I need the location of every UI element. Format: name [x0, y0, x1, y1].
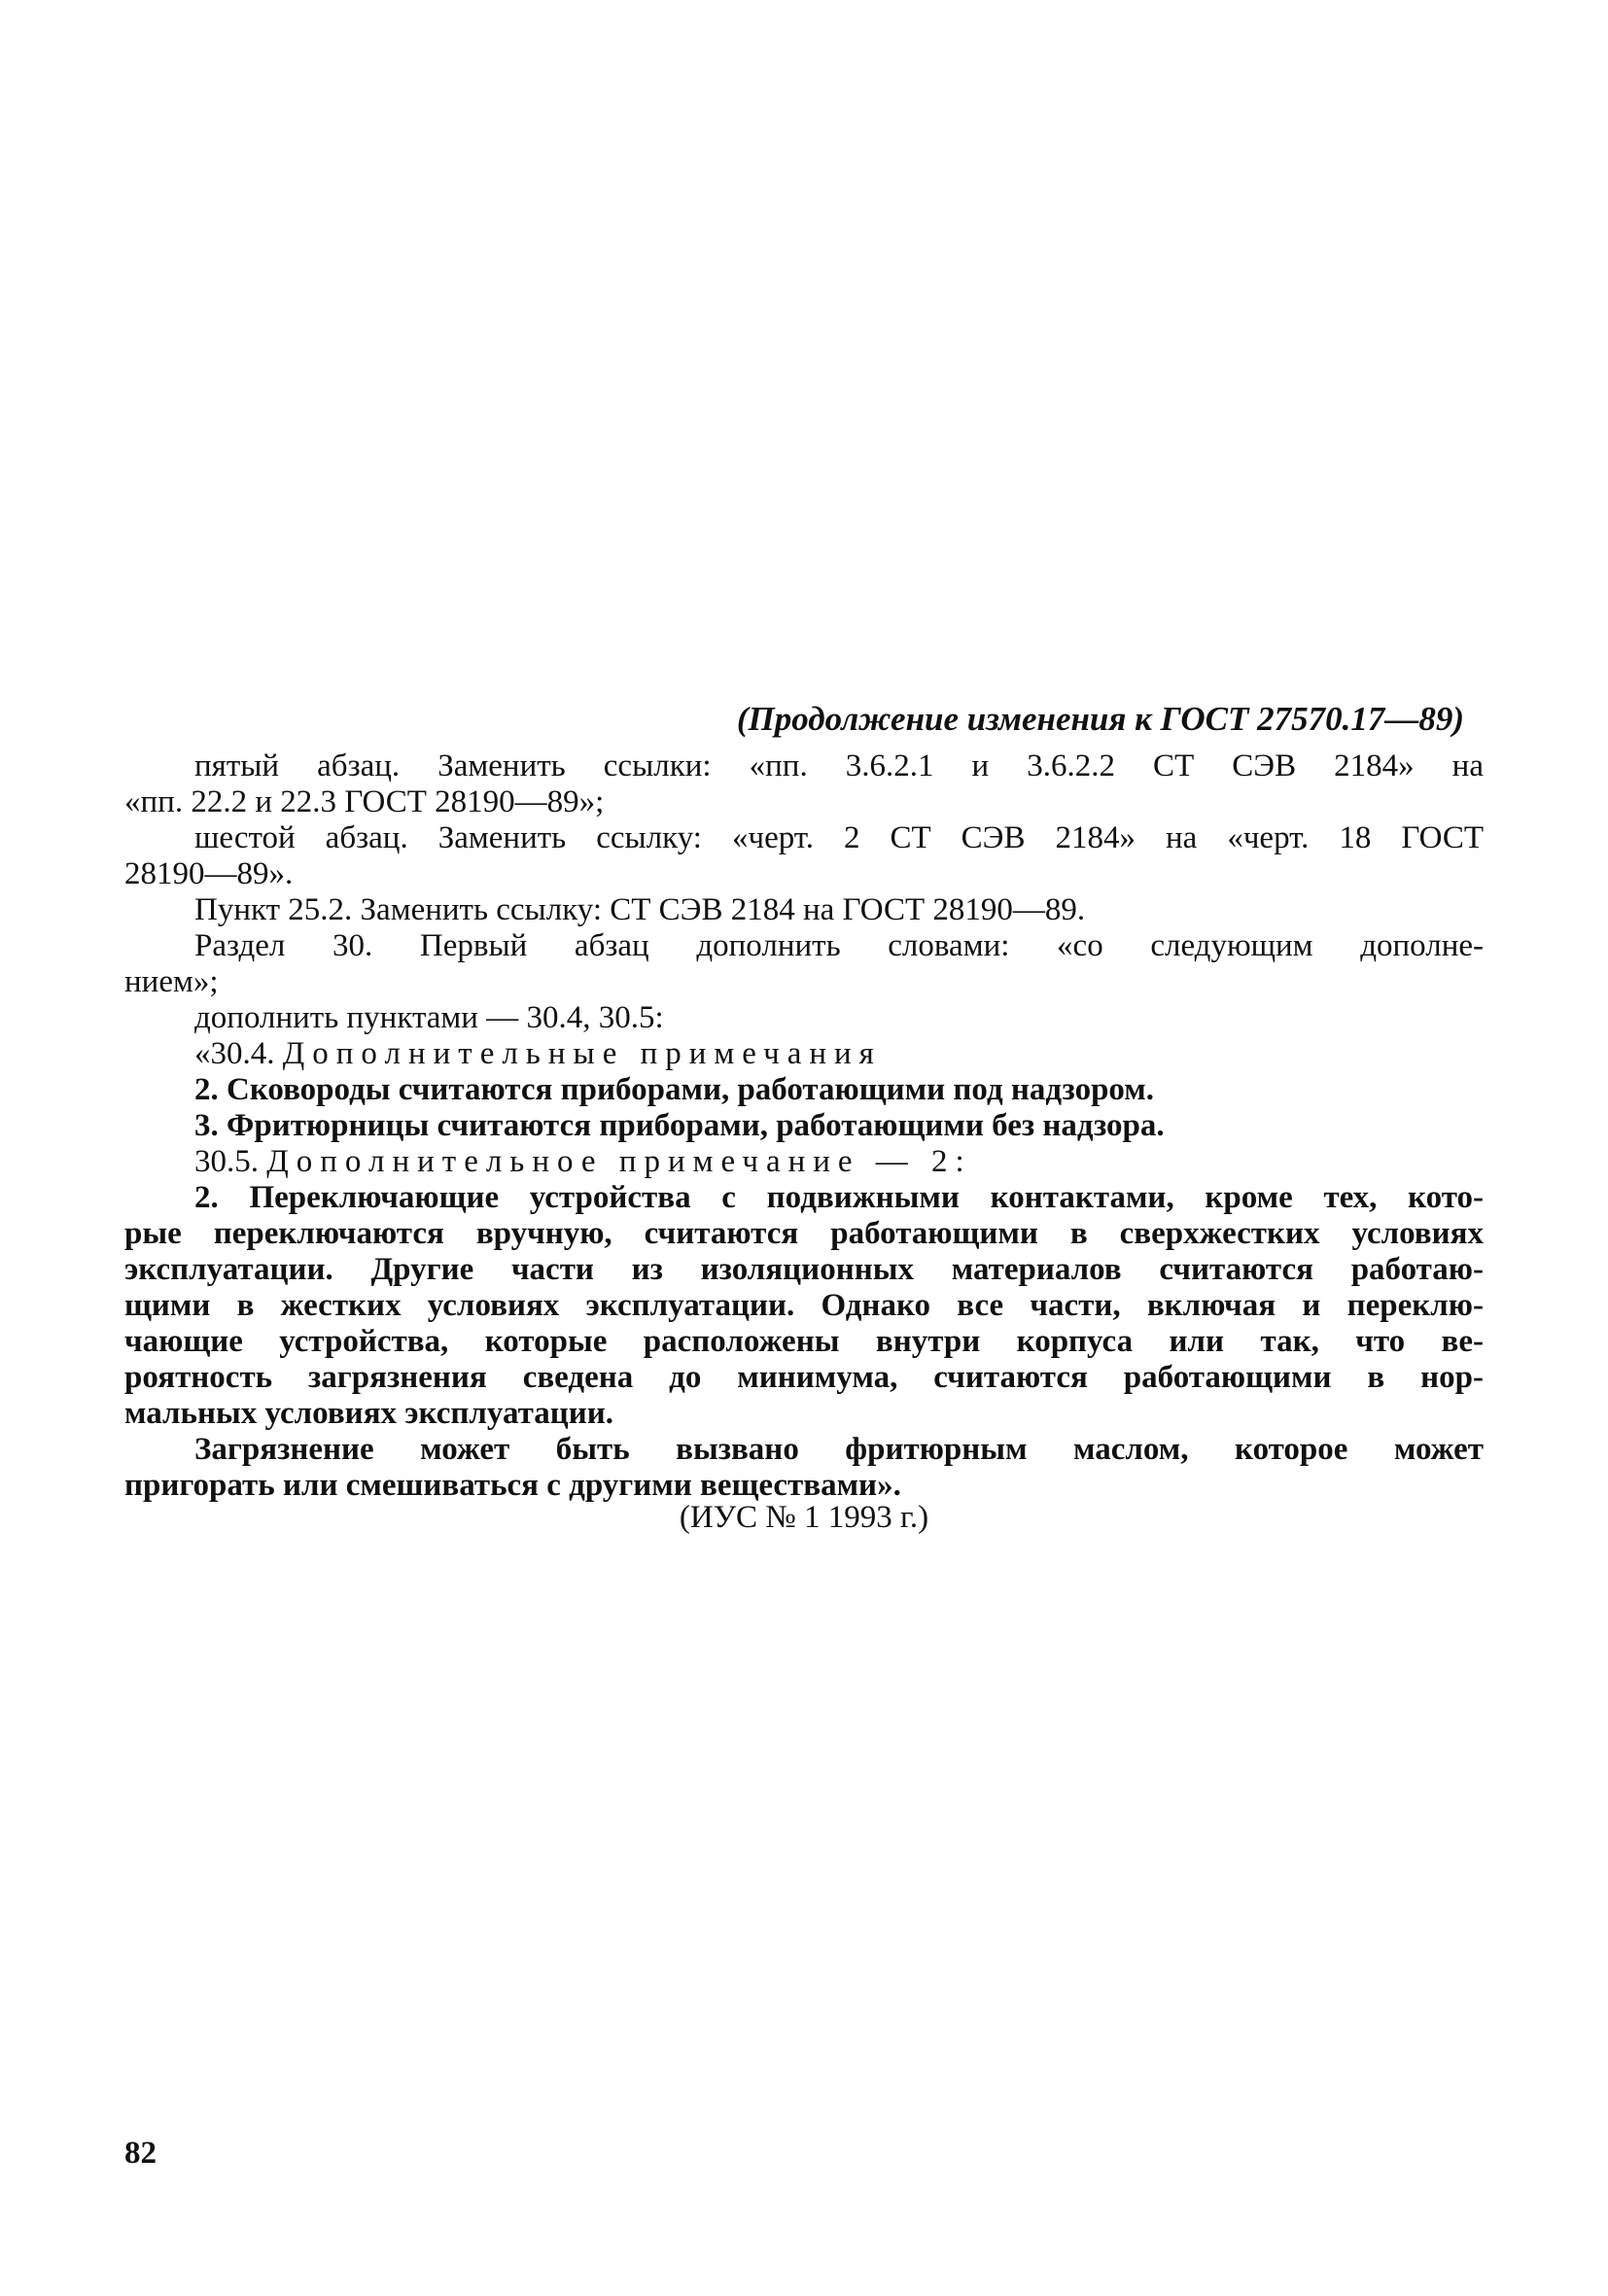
text-line — [183, 1144, 1484, 1180]
text-line: 28190—89». — [124, 856, 294, 891]
text-line: мальных условиях эксплуатации. — [124, 1396, 614, 1431]
clause-number: 30.5. — [194, 1144, 259, 1179]
text-line: эксплуатации. Другие части из изоляционных материалов считаются работаю- — [124, 1252, 1484, 1287]
text-line: щими в жестких условиях эксплуатации. Однако все части, включая и переклю- — [124, 1288, 1484, 1323]
continuation-header: (Продолжение изменения к ГОСТ 27570.17—89) — [736, 700, 1464, 738]
clause-number: «30.4. — [194, 1036, 275, 1071]
amendment-body — [124, 748, 1484, 1504]
page-number: 82 — [124, 2136, 157, 2171]
text-line: Раздел 30. Первый абзац дополнить словами: «со следующим дополне- — [194, 928, 1484, 963]
text-line: Пункт 25.2. Заменить ссылку: СТ СЭВ 2184 на ГОСТ 28190—89. — [194, 892, 1086, 927]
text-line: рые переключаются вручную, считаются работающими в сверхжестких условиях — [124, 1216, 1484, 1251]
text-line: 3. Фритюрницы считаются приборами, работающими без надзора. — [194, 1108, 1165, 1143]
text-line: шестой абзац. Заменить ссылку: «черт. 2 СТ СЭВ 2184» на «черт. 18 ГОСТ — [194, 820, 1484, 855]
text-line: пятый абзац. Заменить ссылки: «пп. 3.6.2.1 и 3.6.2.2 СТ СЭВ 2184» на — [194, 748, 1484, 783]
clause-heading: Дополнительное примечание — 2: — [266, 1144, 972, 1179]
text-line: нием»; — [124, 964, 219, 999]
text-line — [183, 1036, 1484, 1072]
text-line: 2. Сковороды считаются приборами, работающими под надзором. — [194, 1072, 1155, 1107]
text-line: пригорать или смешиваться с другими веществами». — [124, 1468, 901, 1503]
publication-reference: (ИУС № 1 1993 г.) — [679, 1500, 929, 1535]
text-line: «пп. 22.2 и 22.3 ГОСТ 28190—89»; — [124, 784, 605, 819]
text-line: Загрязнение может быть вызвано фритюрным маслом, которое может — [194, 1432, 1484, 1467]
text-line: 2. Переключающие устройства с подвижными контактами, кроме тех, кото- — [194, 1180, 1484, 1215]
text-line: дополнить пунктами — 30.4, 30.5: — [194, 1000, 664, 1035]
clause-heading: Дополнительные примечания — [282, 1036, 882, 1071]
text-line: чающие устройства, которые расположены внутри корпуса или так, что ве- — [124, 1324, 1484, 1359]
text-line: роятность загрязнения сведена до минимума, считаются работающими в нор- — [124, 1360, 1484, 1395]
